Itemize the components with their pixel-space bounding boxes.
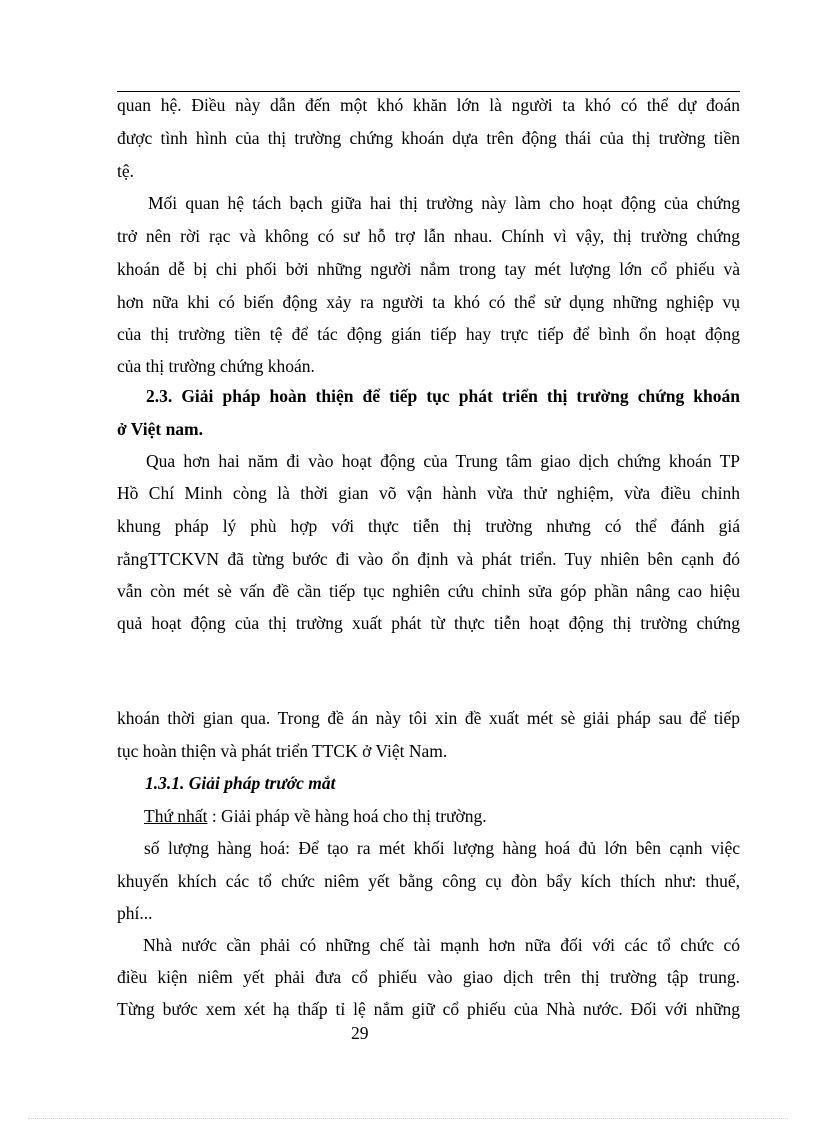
paragraph-line: Hồ Chí Minh còng là thời gian võ vận hành vừa thử nghiệm, vừa điều chỉnh [117,483,740,503]
paragraph-line: điều kiện niêm yết phải đưa cổ phiếu vào giao dịch trên thị trường tập trung. [117,967,740,987]
paragraph-line: trở nên rời rạc và không có sư hỗ trợ lẫn nhau. Chính vì vậy, thị trường chứng [117,226,740,246]
header-rule [117,91,740,92]
paragraph-line: Qua hơn hai năm đi vào hoạt động của Trung tâm giao dịch chứng khoán TP [146,451,740,471]
list-item-first [144,805,767,827]
page-number: 29 [351,1023,369,1043]
paragraph-line: Mối quan hệ tách bạch giữa hai thị trường này làm cho hoạt động của chứng [148,193,740,213]
paragraph-line: quả hoạt động của thị trường xuất phát từ thực tiễn hoạt động thị trường chứng [117,613,740,633]
paragraph-line: quan hệ. Điều này dẫn đến một khó khăn lớn là người ta khó có thể dự đoán [117,95,740,115]
paragraph-line: khung pháp lý phù hợp với thực tiễn thị trường nhưng có thể đánh giá [117,516,740,536]
section-heading: 2.3. Giải pháp hoàn thiện để tiếp tục phát triển thị trường chứng khoán [146,386,740,406]
section-heading-cont: ở Việt nam. [117,419,204,439]
paragraph-line: hơn nữa khi có biến động xảy ra người ta khó có thể sử dụng những nghiệp vụ [117,292,740,312]
paragraph-line: số lượng hàng hoá: Để tạo ra mét khối lượng hàng hoá đủ lớn bên cạnh việc [144,838,740,858]
paragraph-line: Nhà nước cần phải có những chế tài mạnh hơn nữa đối với các tổ chức có [143,935,740,955]
paragraph-line: Từng bước xem xét hạ thấp tỉ lệ nắm giữ cổ phiếu của Nhà nước. Đối với những [117,999,740,1019]
item-text: : Giải pháp về hàng hoá cho thị trường. [207,806,487,826]
paragraph-line: khoán dễ bị chi phối bởi những người nắm trong tay mét lượng lớn cổ phiếu và [117,259,740,279]
paragraph-line: của thị trường chứng khoán. [117,356,315,376]
paragraph-line: tệ. [117,161,135,181]
item-label: Thứ nhất [144,806,208,826]
subsection-heading: 1.3.1. Giải pháp trước mắt [145,773,336,793]
paragraph-line: tục hoàn thiện và phát triển TTCK ở Việt Nam. [117,741,448,761]
paragraph-line: khoán thời gian qua. Trong đề án này tôi xin đề xuất mét sè giải pháp sau để tiếp [117,708,740,728]
paragraph-line: rằngTTCKVN đã từng bước đi vào ổn định và phát triển. Tuy nhiên bên cạnh đó [117,549,740,569]
paragraph-line: được tình hình của thị trường chứng khoán dựa trên động thái của thị trường tiền [117,128,740,148]
paragraph-line: phí... [117,903,153,923]
paragraph-line: khuyến khích các tổ chức niêm yết bằng công cụ đòn bẩy kích thích như: thuế, [117,871,740,891]
paragraph-line: vẫn còn mét sè vấn đề cần tiếp tục nghiên cứu chỉnh sửa góp phần nâng cao hiệu [117,581,740,601]
paragraph-line: của thị trường tiền tệ để tác động gián tiếp hay trực tiếp để bình ổn hoạt động [117,324,740,344]
footer-divider [28,1118,788,1119]
